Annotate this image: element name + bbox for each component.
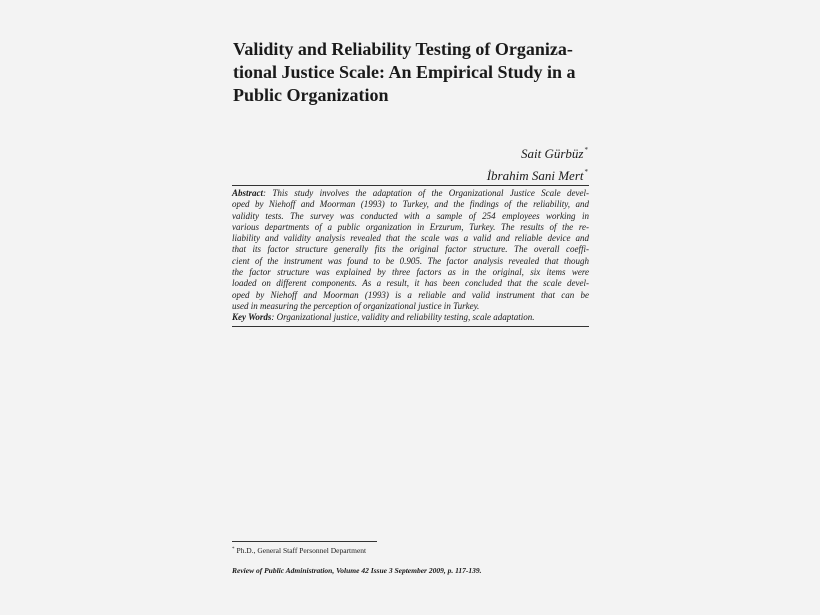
author-name xyxy=(487,163,588,185)
author-name xyxy=(487,141,588,163)
title-line: Public Organization xyxy=(233,85,389,105)
author-footnote-mark: * xyxy=(584,168,588,176)
footnote xyxy=(232,545,366,556)
abstract-line: used in measuring the perception of organizational justice in Turkey. xyxy=(232,300,480,311)
abstract-line: validity tests. The survey was conducted with a sample of 254 employees working in xyxy=(232,210,589,221)
abstract-line: oped by Niehoff and Moorman (1993) to Turkey, and the findings of the reliability, and xyxy=(232,199,589,210)
author-list xyxy=(487,141,588,185)
keywords-text: : Organizational justice, validity and reliability testing, scale adaptation. xyxy=(271,312,535,323)
abstract-line: loaded on different components. As a result, it has been concluded that the scale devel- xyxy=(232,278,589,289)
author-name-text: Sait Gürbüz xyxy=(521,146,584,161)
title-line: Validity and Reliability Testing of Organiza- xyxy=(233,39,573,59)
keywords-line xyxy=(232,312,589,323)
journal-citation: Review of Public Administration, Volume 42 Issue 3 September 2009, p. 117-139. xyxy=(232,566,482,575)
abstract-line: liability and validity analysis revealed that the scale was a valid and reliable device and xyxy=(232,233,589,244)
abstract-text: : This study involves the adaptation of the Organizational Justice Scale devel- xyxy=(263,188,589,198)
abstract-label: Abstract xyxy=(232,188,264,198)
footnote-divider xyxy=(232,541,377,542)
abstract-line xyxy=(232,188,589,199)
abstract-section xyxy=(232,185,589,327)
keywords-label: Key Words xyxy=(232,312,272,323)
abstract-line: oped by Niehoff and Moorman (1993) is a reliable and valid instrument that can be xyxy=(232,289,589,300)
abstract-line: cient of the instrument was found to be 0.905. The factor analysis revealed that though xyxy=(232,255,589,266)
paper-title xyxy=(233,38,593,107)
abstract-line: various departments of a public organization in Erzurum, Turkey. The results of the re- xyxy=(232,221,589,232)
abstract-line: that its factor structure generally fits the original factor structure. The overall coeffi- xyxy=(232,244,589,255)
footnote-mark: * xyxy=(232,547,235,552)
title-line: tional Justice Scale: An Empirical Study in a xyxy=(233,62,576,82)
abstract-line: the factor structure was explained by three factors as in the original, six items were xyxy=(232,267,589,278)
author-name-text: İbrahim Sani Mert xyxy=(486,168,584,183)
footnote-text: Ph.D., General Staff Personnel Department xyxy=(236,546,367,555)
author-footnote-mark: * xyxy=(584,146,588,154)
